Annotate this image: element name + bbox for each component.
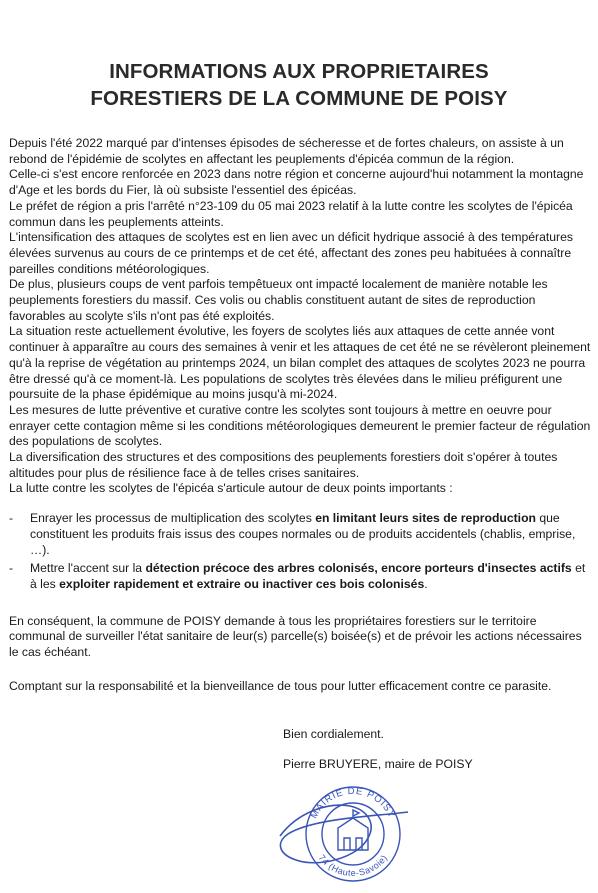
- greeting: Bien cordialement.: [283, 727, 384, 741]
- bullet-emphasis: détection précoce des arbres colonisés, encore porteurs d'insectes actifs: [145, 561, 572, 576]
- bullet-list: [9, 511, 592, 593]
- bullet-item: [9, 561, 592, 592]
- title-line-2: FORESTIERS DE LA COMMUNE DE POISY: [90, 87, 508, 110]
- bullet-emphasis: en limitant leurs sites de reproduction: [315, 511, 536, 526]
- document-title: [0, 58, 598, 112]
- title-line-1: INFORMATIONS AUX PROPRIETAIRES: [109, 60, 489, 83]
- mairie-stamp: [258, 772, 438, 884]
- stamp-text-top: MAIRIE DE POISY: [308, 785, 398, 821]
- bullet-dash: -: [9, 561, 14, 576]
- stamp-text-bottom: 74 (Haute-Savoie): [316, 852, 390, 879]
- letter-body: [9, 136, 592, 695]
- bullet-item: [9, 511, 592, 558]
- paragraph: La lutte contre les scolytes de l'épicéa s'articule autour de deux points importants :: [9, 481, 453, 496]
- bullet-text: Mettre l'accent sur la: [30, 561, 146, 576]
- bullet-text: que constituent les produits frais issus des coupes normales ou de produits accidentels (chablis, emprise, …).: [30, 511, 576, 557]
- paragraph: La situation reste actuellement évolutive, les foyers de scolytes liés aux attaques de cette année vont continuer à apparaître au cours des semaines à venir et les attaques de cet été ne se révèleront pleinement qu'à la reprise de végétation au printemps 2024, un bilan complet des attaques de scolytes 2023 ne pourra être dressé qu'à ce moment-là. Les populations de scolytes très élevées dans le milieu préfigurent une poursuite de la phase épidémique au moins jusqu'à mi-2024.: [9, 324, 591, 402]
- paragraph: De plus, plusieurs coups de vent parfois tempêtueux ont impacté localement de manière notable les peuplements forestiers du massif. Ces volis ou chablis constituent autant de sites de reproduction favorables au scolyte s'ils n'ont pas été exploités.: [9, 277, 548, 323]
- paragraph: La diversification des structures et des compositions des peuplements forestiers doit s'opérer à toutes altitudes pour plus de résilience face à de telles crises sanitaires.: [9, 450, 558, 480]
- bullet-emphasis: exploiter rapidement et extraire ou inactiver ces bois colonisés: [59, 576, 425, 591]
- conclusion-paragraph: En conséquent, la commune de POISY demande à tous les propriétaires forestiers sur le territoire communal de surveiller l'état sanitaire de leur(s) parcelle(s) boisée(s) et de prévoir les actions nécessaires le cas échéant.: [9, 613, 582, 660]
- paragraph: Depuis l'été 2022 marqué par d'intenses épisodes de sécheresse et de fortes chaleurs, on assiste à un rebond de l'épidémie de scolytes en affectant les peuplements d'épicéa commun de la région.: [9, 136, 564, 166]
- paragraph: Le préfet de région a pris l'arrêté n°23-109 du 05 mai 2023 relatif à la lutte contre les scolytes de l'épicéa commun dans les peuplements atteints.: [9, 198, 573, 229]
- paragraph: Les mesures de lutte préventive et curative contre les scolytes sont toujours à mettre en oeuvre pour enrayer cette contagion même si les conditions météorologiques demeurent le premier facteur de régulation des populations de scolytes.: [9, 402, 591, 449]
- bullet-text: Enrayer les processus de multiplication des scolytes: [30, 511, 316, 526]
- bullet-text: .: [424, 576, 428, 591]
- paragraph: Celle-ci s'est encore renforcée en 2023 dans notre région et concerne aujourd'hui notamment la montagne d'Age et les bords du Fier, là où subsiste l'essentiel des épicéas.: [9, 167, 584, 198]
- stamp-building-details: [344, 810, 362, 850]
- bullet-text: et à les: [30, 561, 586, 591]
- closing-paragraph: Comptant sur la responsabilité et la bienveillance de tous pour lutter efficacement contre ce parasite.: [9, 678, 552, 693]
- signatory: Pierre BRUYERE, maire de POISY: [283, 757, 473, 771]
- bullet-dash: -: [9, 511, 14, 526]
- paragraph: L'intensification des attaques de scolytes est en lien avec un déficit hydrique associé à des températures élevées survenus au cours de ce printemps et de cet été, affectant des zones peu habituées à connaître pareilles conditions météorologiques.: [9, 230, 573, 276]
